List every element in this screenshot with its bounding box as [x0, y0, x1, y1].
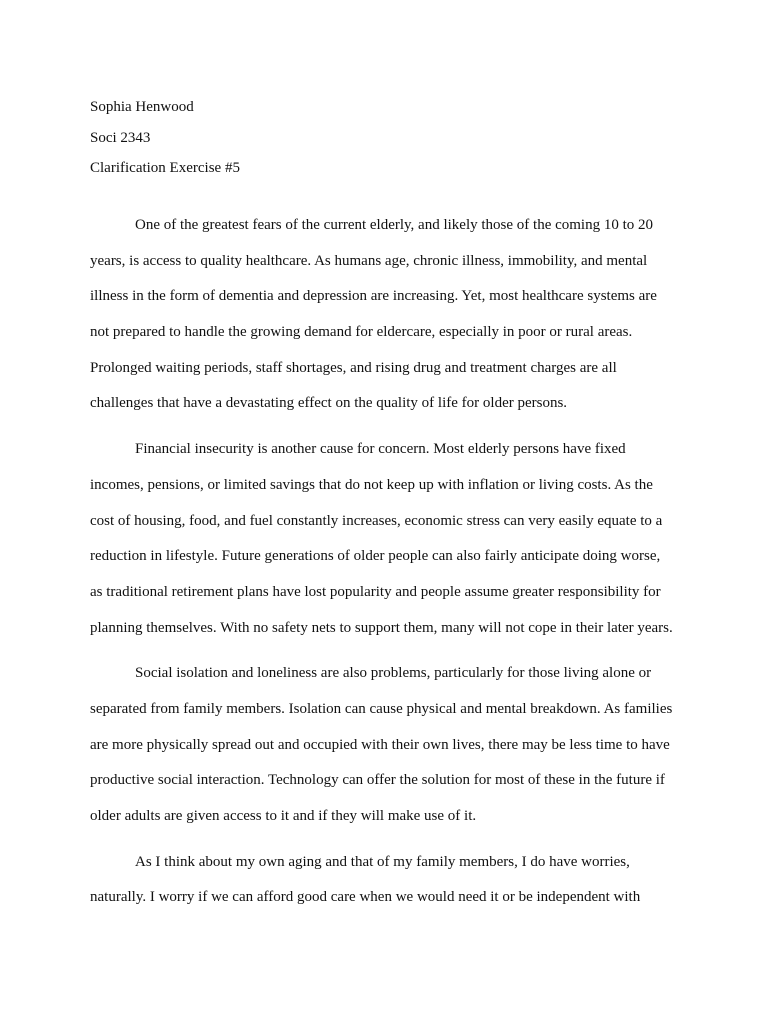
text-line: As I think about my own aging and that of my family members, I do have worries, [135, 853, 630, 870]
course-code: Soci 2343 [90, 129, 151, 146]
paragraph-healthcare [90, 208, 690, 422]
text-line: cost of housing, food, and fuel constantly increases, economic stress can very easily equate to a [90, 512, 663, 529]
author-name: Sophia Henwood [90, 99, 194, 115]
document-body [90, 208, 690, 926]
text-line: as traditional retirement plans have lost popularity and people assume greater responsibility for [90, 583, 661, 600]
paragraph-financial [90, 432, 690, 646]
document-header [90, 92, 690, 184]
paragraph-isolation [90, 656, 690, 834]
text-line: productive social interaction. Technology can offer the solution for most of these in the future if [90, 772, 665, 789]
text-line: older adults are given access to it and if they will make use of it. [90, 808, 477, 824]
text-line: are more physically spread out and occupied with their own lives, there may be less time to have [90, 736, 670, 753]
text-line: Social isolation and loneliness are also problems, particularly for those living alone or [135, 665, 652, 682]
text-line: planning themselves. With no safety nets to support them, many will not cope in their later years. [90, 619, 673, 636]
text-line: not prepared to handle the growing demand for eldercare, especially in poor or rural areas. [90, 324, 633, 341]
text-line: illness in the form of dementia and depression are increasing. Yet, most healthcare systems are [90, 288, 657, 305]
paragraph-personal [90, 845, 690, 916]
text-line: Financial insecurity is another cause for concern. Most elderly persons have fixed [135, 441, 626, 458]
text-line: naturally. I worry if we can afford good care when we would need it or be independent with [90, 889, 641, 906]
assignment-title: Clarification Exercise #5 [90, 160, 240, 176]
text-line: One of the greatest fears of the current elderly, and likely those of the coming 10 to 20 [135, 217, 654, 233]
text-line: incomes, pensions, or limited savings that do not keep up with inflation or living costs. As the [90, 476, 653, 493]
text-line: separated from family members. Isolation can cause physical and mental breakdown. As families [90, 700, 673, 717]
text-line: Prolonged waiting periods, staff shortages, and rising drug and treatment charges are all [90, 359, 617, 376]
text-line: challenges that have a devastating effect on the quality of life for older persons. [90, 395, 568, 412]
text-line: years, is access to quality healthcare. As humans age, chronic illness, immobility, and mental [90, 252, 648, 269]
text-line: reduction in lifestyle. Future generations of older people can also fairly anticipate doing worse, [90, 548, 661, 565]
